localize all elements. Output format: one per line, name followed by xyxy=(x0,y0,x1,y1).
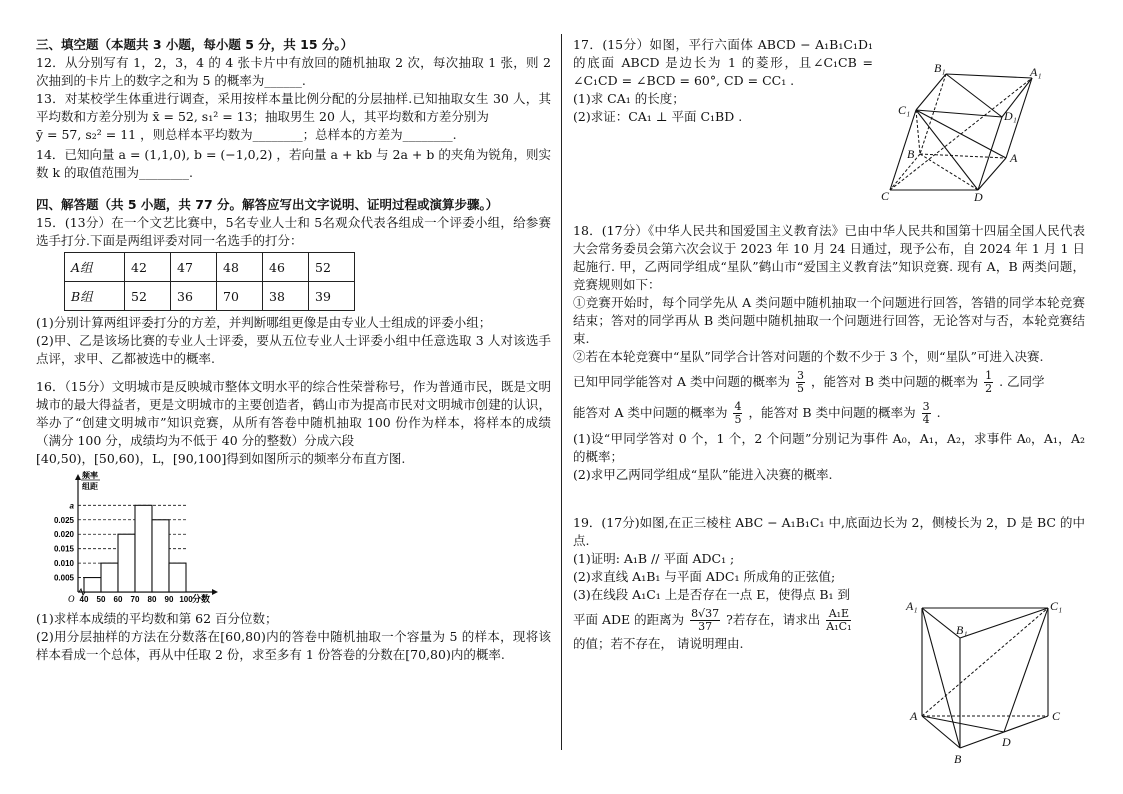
score-table xyxy=(64,252,355,311)
fraction-denominator: 5 xyxy=(734,413,742,426)
fraction-denominator: 5 xyxy=(796,382,804,395)
fraction-4-5 xyxy=(733,401,742,426)
fraction-3-4 xyxy=(922,401,931,426)
prism-figure xyxy=(900,598,1070,768)
edge xyxy=(960,608,1048,638)
histogram-bar xyxy=(101,563,118,592)
hidden-edge xyxy=(916,110,920,154)
table-cell: 46 xyxy=(263,253,309,282)
vertex-label: C₁ xyxy=(898,103,911,117)
parallelepiped-figure xyxy=(880,62,1050,202)
x-axis-arrow xyxy=(212,589,218,595)
edge xyxy=(922,716,1004,732)
question-14: 14．已知向量 a = (1,1,0), b = (−1,0,2) ，若向量 a + kb 与 2a + b 的夹角为锐角，则实数 k 的取值范围为________. xyxy=(36,147,551,180)
table-row xyxy=(65,282,355,311)
question-17: 17．(15分）如图，平行六面体 ABCD − A₁B₁C₁D₁ 的底面 ABCD 是边长为 1 的菱形，且∠C₁CB = ∠C₁CD = ∠BCD = 60°, CD = CC₁ . xyxy=(573,37,873,88)
vertex-label: A₁ xyxy=(1030,65,1042,79)
fraction-denominator: A₁C₁ xyxy=(826,620,852,633)
question-18-part1: (1)设“甲同学答对 0 个，1 个，2 个问题”分别记为事件 A₀，A₁，A₂，求事件 A₀，A₁，A₂ 的概率； xyxy=(573,431,1085,464)
fraction-1-2 xyxy=(984,370,993,395)
question-18-prob-line2 xyxy=(573,401,1085,426)
fraction-ratio xyxy=(826,608,851,633)
vertex-label: B₁ xyxy=(934,62,946,75)
histogram xyxy=(36,470,256,610)
vertex-label: D₁ xyxy=(1004,109,1017,123)
table-cell: 47 xyxy=(171,253,217,282)
vertex-label: C₁ xyxy=(1050,599,1063,613)
fraction-numerator: 8√37 xyxy=(691,607,720,620)
question-18-prob-line1 xyxy=(573,370,1085,395)
x-tick-label: 80 xyxy=(147,595,157,604)
table-cell: B组 xyxy=(65,282,125,311)
fraction-numerator: 3 xyxy=(796,369,804,382)
vertex-label: D xyxy=(1002,735,1011,749)
table-cell: 42 xyxy=(125,253,171,282)
fraction-3-5 xyxy=(796,370,805,395)
table-cell: 36 xyxy=(171,282,217,311)
fraction-numerator: A₁E xyxy=(826,608,851,621)
section3-title: 三、填空题（本题共 3 小题，每小题 5 分，共 15 分。） xyxy=(36,37,354,52)
question-19-part2: (2)求直线 A₁B₁ 与平面 ADC₁ 所成角的正弦值; xyxy=(573,569,836,584)
fraction-numerator: 3 xyxy=(922,400,930,413)
vertex-label: B₁ xyxy=(956,623,968,637)
question-13a: 13．对某校学生体重进行调查，采用按样本量比例分配的分层抽样.已知抽取女生 30 人，其平均数和方差分别为 x̄ = 52, s₁² = 13；抽取男生 20 人，其平均数和方差分别为 xyxy=(36,91,551,124)
y-tick-label: 0.020 xyxy=(53,530,74,540)
edge xyxy=(922,608,960,748)
histogram-bar xyxy=(135,505,152,592)
fraction-numerator: 1 xyxy=(985,369,993,382)
edge xyxy=(922,716,960,748)
y-axis-label-bottom: 组距 xyxy=(82,482,98,491)
question-18-part2: (2)求甲乙两同学组成“星队”能进入决赛的概率. xyxy=(573,467,833,482)
fraction-denominator: 37 xyxy=(698,620,713,633)
vertex-label: D xyxy=(974,190,983,202)
vertex-label: A xyxy=(1010,151,1018,165)
vertex-label: A xyxy=(910,709,918,723)
question-17-part1: (1)求 CA₁ 的长度； xyxy=(573,91,685,106)
table-cell: 52 xyxy=(309,253,355,282)
x-tick-label: 40 xyxy=(79,595,89,604)
table-row xyxy=(65,253,355,282)
x-axis-label: 分数 xyxy=(192,594,211,604)
question-13b: ȳ = 57, s₂² = 11 ，则总样本平均数为________；总样本的方差为________. xyxy=(36,127,457,142)
vertex-label: A₁ xyxy=(906,599,918,613)
text: . xyxy=(936,405,941,420)
question-16-part2: (2)用分层抽样的方法在分数落在[60,80)内的答卷中随机抽取一个容量为 5 的样本，现将该样本看成一个总体，再从中任取 2 份，求至多有 1 份答卷的分数在[70,80)内的概率. xyxy=(36,629,551,662)
x-tick-label: 100 xyxy=(179,595,193,604)
y-tick-label: a xyxy=(69,501,74,511)
question-16: 16．（15分）文明城市是反映城市整体文明水平的综合性荣誉称号，作为普通市民，既是文明城市的最大得益者，更是文明城市的主要创造者，鹤山市为提高市民对文明城市创建的认识，举办了“创建文明城市”知识竞赛，从所有答卷中随机抽取 100 份作为样本，将样本的成绩（满分 100 分，成绩均为不低于 40 分的整数）分成六段 xyxy=(36,379,551,448)
histogram-bar xyxy=(84,578,101,592)
question-16-intervals: [40,50)，[50,60)，L，[90,100]得到如图所示的频率分布直方图. xyxy=(36,451,406,466)
edge xyxy=(946,74,1002,117)
edge xyxy=(916,110,1002,117)
table-cell: 70 xyxy=(217,282,263,311)
edge xyxy=(916,74,946,110)
fraction-denominator: 4 xyxy=(922,413,930,426)
x-tick-label: 60 xyxy=(113,595,123,604)
question-18-rule2: ②若在本轮竞赛中“星队”同学合计答对问题的个数不少于 3 个，则“星队”可进入决赛. xyxy=(573,349,1044,364)
edge xyxy=(978,158,1006,190)
text: 已知甲同学能答对 A 类中问题的概率为 xyxy=(573,374,790,389)
text: . 乙同学 xyxy=(999,374,1045,389)
text: 平面 ADE 的距离为 xyxy=(573,612,685,627)
question-18: 18．(17分）《中华人民共和国爱国主义教育法》已由中华人民共和国第十四届全国人民代表大会常务委员会第六次会议于 2023 年 10 月 24 日通过，现予公布，自 2024 年 1 月 1 日起施行. 甲，乙两同学组成“星队”鹤山市“爱国主义教育法”知识竞赛. 现有 A，B 两类问题，竞赛规则如下： xyxy=(573,223,1085,292)
edge xyxy=(916,110,978,190)
vertex-label: B xyxy=(954,752,962,766)
histogram-bar xyxy=(169,563,186,592)
question-19-part1: (1)证明: A₁B // 平面 ADC₁ ; xyxy=(573,551,735,566)
edge xyxy=(946,74,1032,78)
vertex-label: C xyxy=(881,189,890,202)
question-19-part3: (3)在线段 A₁C₁ 上是否存在一点 E，使得点 B₁ 到 xyxy=(573,587,851,602)
edge xyxy=(922,608,960,638)
histogram-bar xyxy=(118,534,135,592)
histogram-bar xyxy=(152,520,169,592)
question-16-part1: (1)求样本成绩的平均数和第 62 百分位数； xyxy=(36,611,278,626)
y-tick-label: 0.010 xyxy=(53,559,74,569)
fraction-numerator: 4 xyxy=(734,400,742,413)
question-19: 19．(17分)如图,在正三棱柱 ABC − A₁B₁C₁ 中,底面边长为 2，侧棱长为 2，D 是 BC 的中点. xyxy=(573,515,1085,548)
table-cell: 39 xyxy=(309,282,355,311)
vertex-label: B xyxy=(907,147,915,161)
x-tick-label: 50 xyxy=(96,595,106,604)
question-12: 12．从分别写有 1，2，3，4 的 4 张卡片中有放回的随机抽取 2 次，每次抽取 1 张，则 2 次抽到的卡片上的数字之和为 5 的概率为______. xyxy=(36,55,551,88)
question-18-rule1: ①竞赛开始时，每个同学先从 A 类问题中随机抽取一个问题进行回答，答错的同学本轮竞赛结束；答对的同学再从 B 类问题中随机抽取一个问题进行回答，无论答对与否，本轮竞赛结束. xyxy=(573,295,1085,346)
hidden-edge xyxy=(920,154,978,190)
hidden-edge xyxy=(920,154,1006,158)
table-cell: 38 xyxy=(263,282,309,311)
question-19-part3-line3: 的值；若不存在， 请说明理由. xyxy=(573,636,744,651)
hidden-edge xyxy=(890,154,920,190)
text: 能答对 A 类中问题的概率为 xyxy=(573,405,728,420)
hidden-edge xyxy=(890,78,1032,190)
x-tick-label: 90 xyxy=(164,595,174,604)
text: ，能答对 B 类中问题的概率为 xyxy=(810,374,979,389)
text: ，能答对 B 类中问题的概率为 xyxy=(748,405,916,420)
table-cell: 52 xyxy=(125,282,171,311)
histogram-svg xyxy=(36,470,256,610)
question-15-part1: (1)分别计算两组评委打分的方差，并判断哪组更像是由专业人士组成的评委小组； xyxy=(36,315,492,330)
table-cell: A组 xyxy=(65,253,125,282)
table-cell: 48 xyxy=(217,253,263,282)
left-column xyxy=(36,36,551,664)
y-axis-label-top: 频率 xyxy=(82,471,98,480)
question-15-part2: (2)甲、乙是该场比赛的专业人士评委，要从五位专业人士评委小组中任意选取 3 人对该选手点评，求甲、乙都被选中的概率. xyxy=(36,333,551,366)
column-divider xyxy=(561,34,562,750)
text: ?若存在，请求出 xyxy=(726,612,821,627)
x-tick-label: 70 xyxy=(130,595,140,604)
fraction-distance xyxy=(690,608,720,633)
question-15: 15．(13分）在一个文艺比赛中，5名专业人士和 5名观众代表各组成一个评委小组，给参赛选手打分.下面是两组评委对同一名选手的打分： xyxy=(36,215,551,248)
vertex-label: C xyxy=(1052,709,1061,723)
y-tick-label: 0.015 xyxy=(53,544,74,554)
fraction-denominator: 2 xyxy=(985,382,993,395)
section4-title: 四、解答题（共 5 小题，共 77 分。解答应写出文字说明、证明过程或演算步骤。） xyxy=(36,197,499,212)
origin-label: O xyxy=(68,594,75,604)
y-tick-label: 0.005 xyxy=(53,573,74,583)
y-axis-arrow xyxy=(75,474,81,480)
question-17-part2: (2)求证：CA₁ ⊥ 平面 C₁BD . xyxy=(573,109,743,124)
y-tick-label: 0.025 xyxy=(53,515,74,525)
